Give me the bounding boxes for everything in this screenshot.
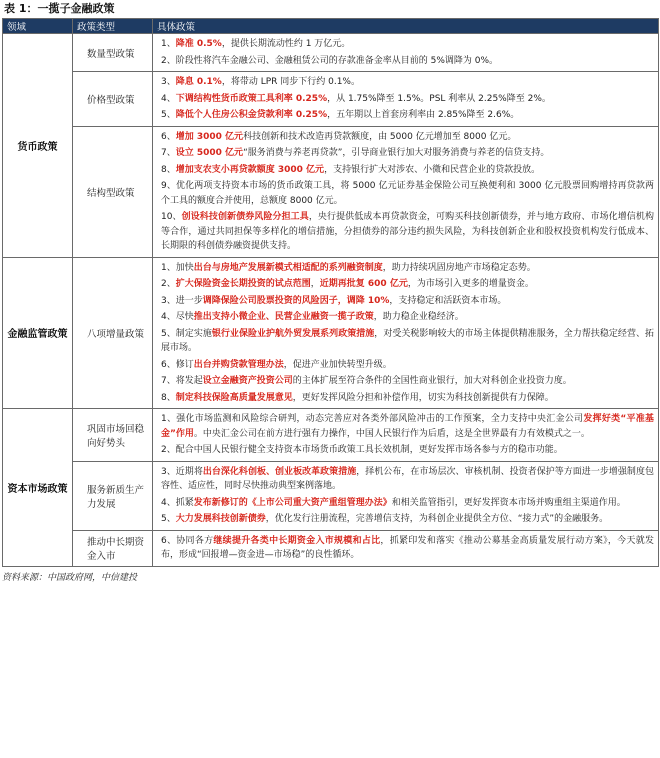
source-note: 资料来源：中国政府网，中信建投	[2, 572, 138, 583]
policy-item	[161, 443, 654, 458]
policy-type-cell: 结构型政策	[73, 126, 153, 257]
item-text: ，优化发行注册流程，完善增信支持，为科创企业提供全方位、“接力式”的金融服务。	[265, 514, 609, 524]
policy-items-cell	[153, 409, 659, 462]
policy-type-cell: 巩固市场回稳向好势头	[73, 409, 153, 462]
highlight-text: 大力发展科技创新债券	[175, 514, 266, 524]
item-text: 3、进一步	[161, 295, 203, 306]
item-text: 。中央汇金公司在前方进行强有力操作，中国人民银行作为后盾，这是全世界最有力有效模式之一。	[193, 428, 590, 439]
highlight-text: 下调结构性货币政策工具利率 0.25%	[175, 93, 328, 104]
policy-item	[161, 146, 654, 161]
header-policy-type: 政策类型	[73, 19, 153, 34]
item-text: 6、协同各方	[161, 535, 214, 546]
policy-items-cell	[153, 126, 659, 257]
item-text: 4、抓紧	[161, 497, 194, 508]
policy-item	[161, 163, 654, 178]
table-row	[3, 409, 659, 462]
policy-items-cell	[153, 72, 659, 127]
policy-item	[161, 37, 654, 52]
header-domain: 领域	[3, 19, 73, 34]
policy-items-cell	[153, 34, 659, 72]
highlight-text: 出台与房地产发展新模式相适配的系列融资制度	[193, 262, 383, 273]
policy-type-cell: 服务新质生产力发展	[73, 461, 153, 530]
policy-item	[161, 358, 654, 373]
highlight-text: 降息 0.1%	[175, 77, 222, 87]
highlight-text: 扩大保险资金长期投资的试点范围	[175, 279, 311, 289]
policy-item	[161, 92, 654, 107]
table-row	[3, 530, 659, 566]
item-text: 2、	[161, 279, 176, 289]
policy-item	[161, 412, 654, 441]
highlight-text: 设立 5000 亿元	[175, 148, 244, 158]
item-text: 1、	[161, 39, 176, 49]
highlight-text: 近期再批复 600 亿元	[319, 279, 408, 289]
item-text: ，支持稳定和活跃资本市场。	[389, 295, 507, 306]
domain-cell: 金融监管政策	[3, 257, 73, 409]
item-text: ，对受关税影响较大的市场主体提供精准服务，全力帮扶稳定经营、拓展市场。	[161, 328, 654, 353]
item-text: 5、制定实施	[161, 328, 212, 339]
highlight-text: 出台并购贷款管理办法	[193, 359, 284, 370]
policy-type-cell: 价格型政策	[73, 72, 153, 127]
item-text: 3、近期将	[161, 466, 203, 477]
policy-item	[161, 54, 654, 69]
highlight-text: 发挥好类“平准基金”作用	[161, 414, 654, 439]
table-row	[3, 72, 659, 127]
policy-item	[161, 391, 654, 406]
item-text: ，支持银行扩大对涉农、小微和民营企业的贷款投放。	[324, 164, 541, 175]
item-text: ，促进产业加快转型升级。	[283, 359, 392, 370]
policy-item	[161, 374, 654, 389]
item-text: 1、强化市场监测和风险综合研判，动态完善应对各类外部风险冲击的工作预案，全力支持中央汇金公司	[161, 414, 584, 424]
item-text: ，央行提供低成本再贷款资金，可购买科技创新债券，并与地方政府、市场化增信机构等合作，通过共同担保等多样化的增信措施，分担债券的部分违约损失风险，为科技创新企业和股权投资机构发行低成本、长期限的科创债券融资提供支持。	[161, 212, 654, 251]
policy-item	[161, 512, 654, 527]
highlight-text: 设立金融资产投资公司	[202, 376, 293, 386]
policy-item	[161, 261, 654, 276]
highlight-text: 出台深化科创板、创业板改革政策措施	[202, 466, 357, 477]
item-text: 4、	[161, 93, 176, 104]
highlight-text: 继续提升各类中长期资金入市规模和占比	[213, 535, 381, 546]
table-header-row	[3, 19, 659, 34]
item-text: 3、	[161, 77, 176, 87]
item-text: 科技创新和技术改造再贷款额度，由 5000 亿元增加至 8000 亿元。	[243, 131, 517, 142]
highlight-text: 降准 0.5%	[175, 39, 222, 49]
item-text: 4、尽快	[161, 312, 194, 322]
highlight-text: 调降保险公司股票投资的风险因子，调降 10%	[202, 295, 390, 306]
policy-item	[161, 310, 654, 325]
table-row	[3, 34, 659, 72]
item-text: 5、	[161, 514, 176, 524]
domain-cell: 货币政策	[3, 34, 73, 258]
header-policy-content: 具体政策	[153, 19, 659, 34]
item-text: 6、	[161, 131, 176, 142]
item-text: ，择机公布，在市场层次、审核机制、投资者保护等方面进一步增强制度包容性、适应性，同时尽快推动典型案例落地。	[161, 466, 654, 491]
highlight-text: 增加 3000 亿元	[175, 131, 244, 142]
item-text: 7、	[161, 148, 176, 158]
highlight-text: 发布新修订的《上市公司重大资产重组管理办法》	[193, 497, 392, 508]
item-text: ，助力稳企业稳经济。	[373, 312, 464, 322]
highlight-text: 增加支农支小再贷款额度 3000 亿元	[175, 164, 325, 175]
policy-items-cell	[153, 530, 659, 566]
highlight-text: 降低个人住房公积金贷款利率 0.25%	[175, 110, 328, 120]
domain-cell: 资本市场政策	[3, 409, 73, 567]
policy-item	[161, 130, 654, 145]
item-text: ，为市场引入更多的增量资金。	[407, 279, 534, 289]
highlight-text: 银行业保险业护航外贸发展系列政策措施	[211, 328, 375, 339]
table-title: 表 1：一揽子金融政策	[4, 2, 115, 15]
item-text: 10、	[161, 212, 182, 222]
item-text: 5、	[161, 110, 176, 120]
item-text: 7、将发起	[161, 376, 203, 386]
policy-items-cell	[153, 461, 659, 530]
item-text: 1、加快	[161, 262, 194, 273]
policy-item	[161, 179, 654, 208]
policy-item	[161, 534, 654, 563]
policy-item	[161, 210, 654, 254]
item-text: ，抓紧印发和落实《推动公募基金高质量发展行动方案》，今天就发布，形成“回报增—资金进—市场稳”的良性循环。	[161, 535, 654, 560]
policy-item	[161, 108, 654, 123]
policy-table	[2, 18, 659, 567]
policy-item	[161, 294, 654, 309]
item-text: 2、阶段性将汽车金融公司、金融租赁公司的存款准备金率从目前的 5%调降为 0%。	[161, 55, 499, 66]
item-text: 的主体扩展至符合条件的全国性商业银行，加大对科创企业投资力度。	[292, 376, 572, 386]
item-text: ，将带动 LPR 同步下行约 0.1%。	[221, 77, 360, 87]
item-text: “服务消费与养老再贷款”，引导商业银行加大对服务消费与养老的信贷支持。	[243, 148, 550, 158]
table-row	[3, 257, 659, 409]
item-text: 6、修订	[161, 359, 194, 370]
table-row	[3, 461, 659, 530]
policy-type-cell: 推动中长期资金入市	[73, 530, 153, 566]
item-text: ，提供长期流动性约 1 万亿元。	[221, 39, 351, 49]
item-text: ，从 1.75%降至 1.5%。PSL 利率从 2.25%降至 2%。	[327, 93, 551, 104]
item-text: 和相关监管指引，更好发挥资本市场并购重组主渠道作用。	[391, 497, 626, 508]
item-text: 8、	[161, 392, 176, 403]
item-text: ，五年期以上首套房利率由 2.85%降至 2.6%。	[327, 110, 520, 120]
item-text: ，助力持续巩固房地产市场稳定态势。	[382, 262, 536, 273]
policy-item	[161, 75, 654, 90]
item-text: 2、配合中国人民银行健全支持资本市场货币政策工具长效机制，更好发挥市场各参与方的稳市功能。	[161, 445, 563, 455]
table-row	[3, 126, 659, 257]
highlight-text: 制定科技保险高质量发展意见	[175, 392, 293, 403]
policy-item	[161, 496, 654, 511]
policy-type-cell: 八项增量政策	[73, 257, 153, 409]
item-text: 8、	[161, 164, 176, 175]
policy-type-cell: 数量型政策	[73, 34, 153, 72]
policy-item	[161, 327, 654, 356]
item-text: 9、优化两项支持资本市场的货币政策工具，将 5000 亿元证券基金保险公司互换便利和 3000 亿元股票回购增持再贷款两个工具的额度合并使用，总额度 8000 亿元。	[161, 181, 654, 206]
item-text: ，更好发挥风险分担和补偿作用，切实为科技创新提供有力保障。	[292, 392, 554, 403]
item-text: ，	[310, 279, 320, 289]
policy-item	[161, 465, 654, 494]
highlight-text: 推出支持小微企业、民营企业融资一揽子政策	[193, 312, 374, 322]
policy-item	[161, 277, 654, 292]
highlight-text: 创设科技创新债券风险分担工具	[181, 212, 309, 222]
policy-items-cell	[153, 257, 659, 409]
